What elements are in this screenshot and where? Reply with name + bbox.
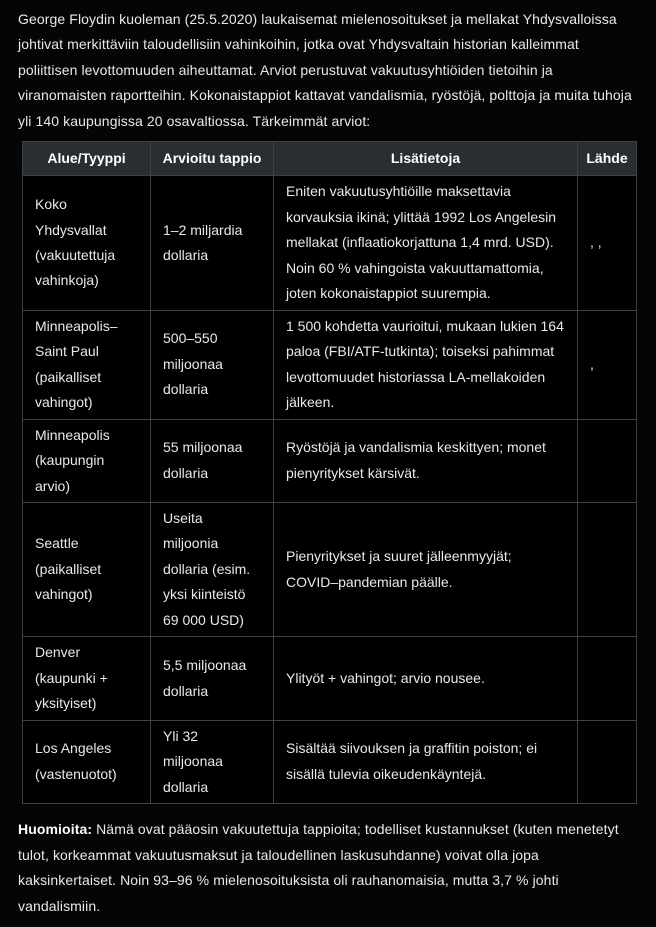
table-row (23, 176, 637, 310)
column-header-area: Alue/Tyyppi (23, 142, 151, 176)
cell-source (578, 419, 637, 502)
column-header-loss: Arvioitu tappio (151, 142, 274, 176)
note-label: Huomioita: (18, 821, 93, 838)
note-text: Nämä ovat pääosin vakuutettuja tappioita; todelliset kustannukset (kuten menetetyt tulot, korkeammat vakuutusmaksut ja taloudellinen laskusuhdanne) voivat olla jopa kaksinkertaiset. Noin 93–96 % mielenosoituksista oli rauhanomaisia, mutta 3,7 % johti vandalismiin. (18, 821, 619, 914)
damages-table (22, 141, 637, 804)
cell-area: Seattle (paikalliset vahingot) (23, 502, 151, 636)
cell-details: Ylityöt + vahingot; arvio nousee. (274, 637, 578, 720)
cell-loss: 55 miljoonaa dollaria (151, 419, 274, 502)
column-header-source: Lähde (578, 142, 637, 176)
table-row (23, 720, 637, 803)
cell-source: , (578, 310, 637, 419)
cell-details: Ryöstöjä ja vandalismia keskittyen; monet pienyritykset kärsivät. (274, 419, 578, 502)
table-row (23, 502, 637, 636)
cell-area: Denver (kaupunki + yksityiset) (23, 637, 151, 720)
table-row (23, 310, 637, 419)
cell-area: Koko Yhdysvallat (vakuutettuja vahinkoja) (23, 176, 151, 310)
cell-details: Sisältää siivouksen ja graffitin poiston; ei sisällä tulevia oikeudenkäyntejä. (274, 720, 578, 803)
cell-details: 1 500 kohdetta vaurioitui, mukaan lukien 164 paloa (FBI/ATF-tutkinta); toiseksi pahimmat levottomuudet historiassa LA-mellakoiden jälkeen. (274, 310, 578, 419)
cell-loss: Useita miljoonia dollaria (esim. yksi kiinteistö 69 000 USD) (151, 502, 274, 636)
table-row (23, 637, 637, 720)
note-paragraph (18, 817, 638, 919)
cell-loss: 1–2 miljardia dollaria (151, 176, 274, 310)
column-header-details: Lisätietoja (274, 142, 578, 176)
table-row (23, 419, 637, 502)
table-header-row (23, 142, 637, 176)
cell-source (578, 502, 637, 636)
intro-paragraph: George Floydin kuoleman (25.5.2020) laukaisemat mielenosoitukset ja mellakat Yhdysvalloissa johtivat merkittäviin taloudellisiin vahinkoihin, jotka ovat Yhdysvaltain historian kalleimmat poliittisen levottomuuden aiheuttamat. Arviot perustuvat vakuutusyhtiöiden tietoihin ja viranomaisten raportteihin. Kokonaistappiot kattavat vandalismia, ryöstöjä, polttoja ja muita tuhoja yli 140 kaupungissa 20 osavaltiossa. Tärkeimmät arviot: (18, 11, 632, 129)
cell-loss: 5,5 miljoonaa dollaria (151, 637, 274, 720)
cell-details: Pienyritykset ja suuret jälleenmyyjät; COVID–pandemian päälle. (274, 502, 578, 636)
cell-area: Minneapolis–Saint Paul (paikalliset vahingot) (23, 310, 151, 419)
cell-details: Eniten vakuutusyhtiöille maksettavia korvauksia ikinä; ylittää 1992 Los Angelesin mellakat (inflaatiokorjattuna 1,4 mrd. USD). Noin 60 % vahingoista vakuuttamattomia, joten kokonaistappiot suurempia. (274, 176, 578, 310)
cell-source (578, 637, 637, 720)
cell-area: Los Angeles (vastenuotot) (23, 720, 151, 803)
cell-loss: 500–550 miljoonaa dollaria (151, 310, 274, 419)
cell-loss: Yli 32 miljoonaa dollaria (151, 720, 274, 803)
cell-area: Minneapolis (kaupungin arvio) (23, 419, 151, 502)
cell-source: , , (578, 176, 637, 310)
cell-source (578, 720, 637, 803)
